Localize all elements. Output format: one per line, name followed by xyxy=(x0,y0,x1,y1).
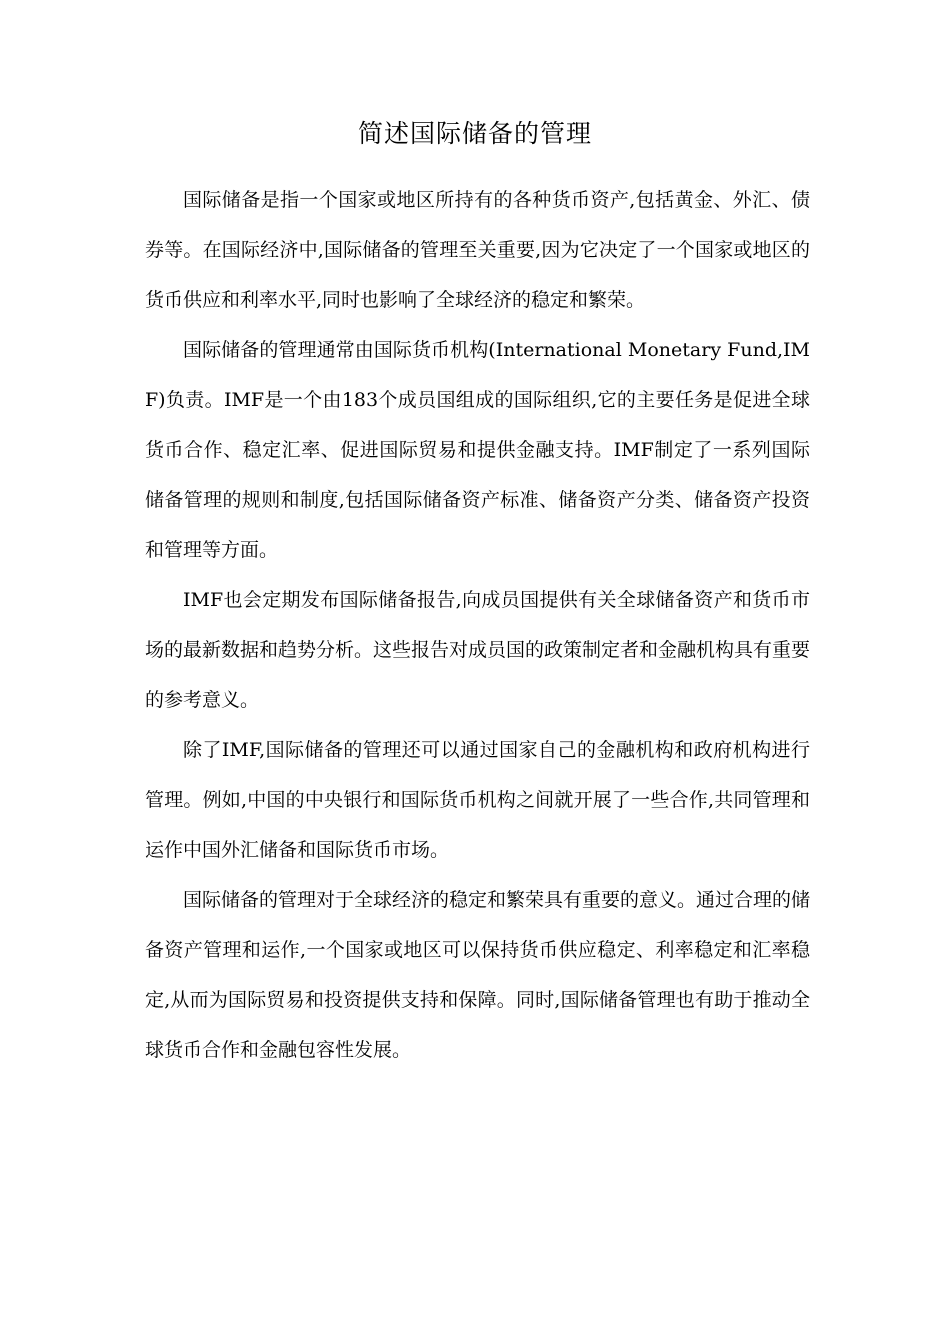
paragraph-1: 国际储备是指一个国家或地区所持有的各种货币资产,包括黄金、外汇、债券等。在国际经济中,国际储备的管理至关重要,因为它决定了一个国家或地区的货币供应和利率水平,同时也影响了全球经济的稳定和繁荣。 xyxy=(145,189,810,311)
paragraph-4: 除了IMF,国际储备的管理还可以通过国家自己的金融机构和政府机构进行管理。例如,中国的中央银行和国际货币机构之间就开展了一些合作,共同管理和运作中国外汇储备和国际货币市场。 xyxy=(145,739,810,861)
paragraph-2: 国际储备的管理通常由国际货币机构(International Monetary Fund,IMF)负责。IMF是一个由183个成员国组成的国际组织,它的主要任务是促进全球货币合作、稳定汇率、促进国际贸易和提供金融支持。IMF制定了一系列国际储备管理的规则和制度,包括国际储备资产标准、储备资产分类、储备资产投资和管理等方面。 xyxy=(145,339,810,561)
paragraph-5: 国际储备的管理对于全球经济的稳定和繁荣具有重要的意义。通过合理的储备资产管理和运作,一个国家或地区可以保持货币供应稳定、利率稳定和汇率稳定,从而为国际贸易和投资提供支持和保障。同时,国际储备管理也有助于推动全球货币合作和金融包容性发展。 xyxy=(145,889,811,1061)
document-body xyxy=(145,175,810,1075)
paragraph-3: IMF也会定期发布国际储备报告,向成员国提供有关全球储备资产和货币市场的最新数据和趋势分析。这些报告对成员国的政策制定者和金融机构具有重要的参考意义。 xyxy=(145,589,811,711)
document-title: 简述国际储备的管理 xyxy=(357,119,592,148)
